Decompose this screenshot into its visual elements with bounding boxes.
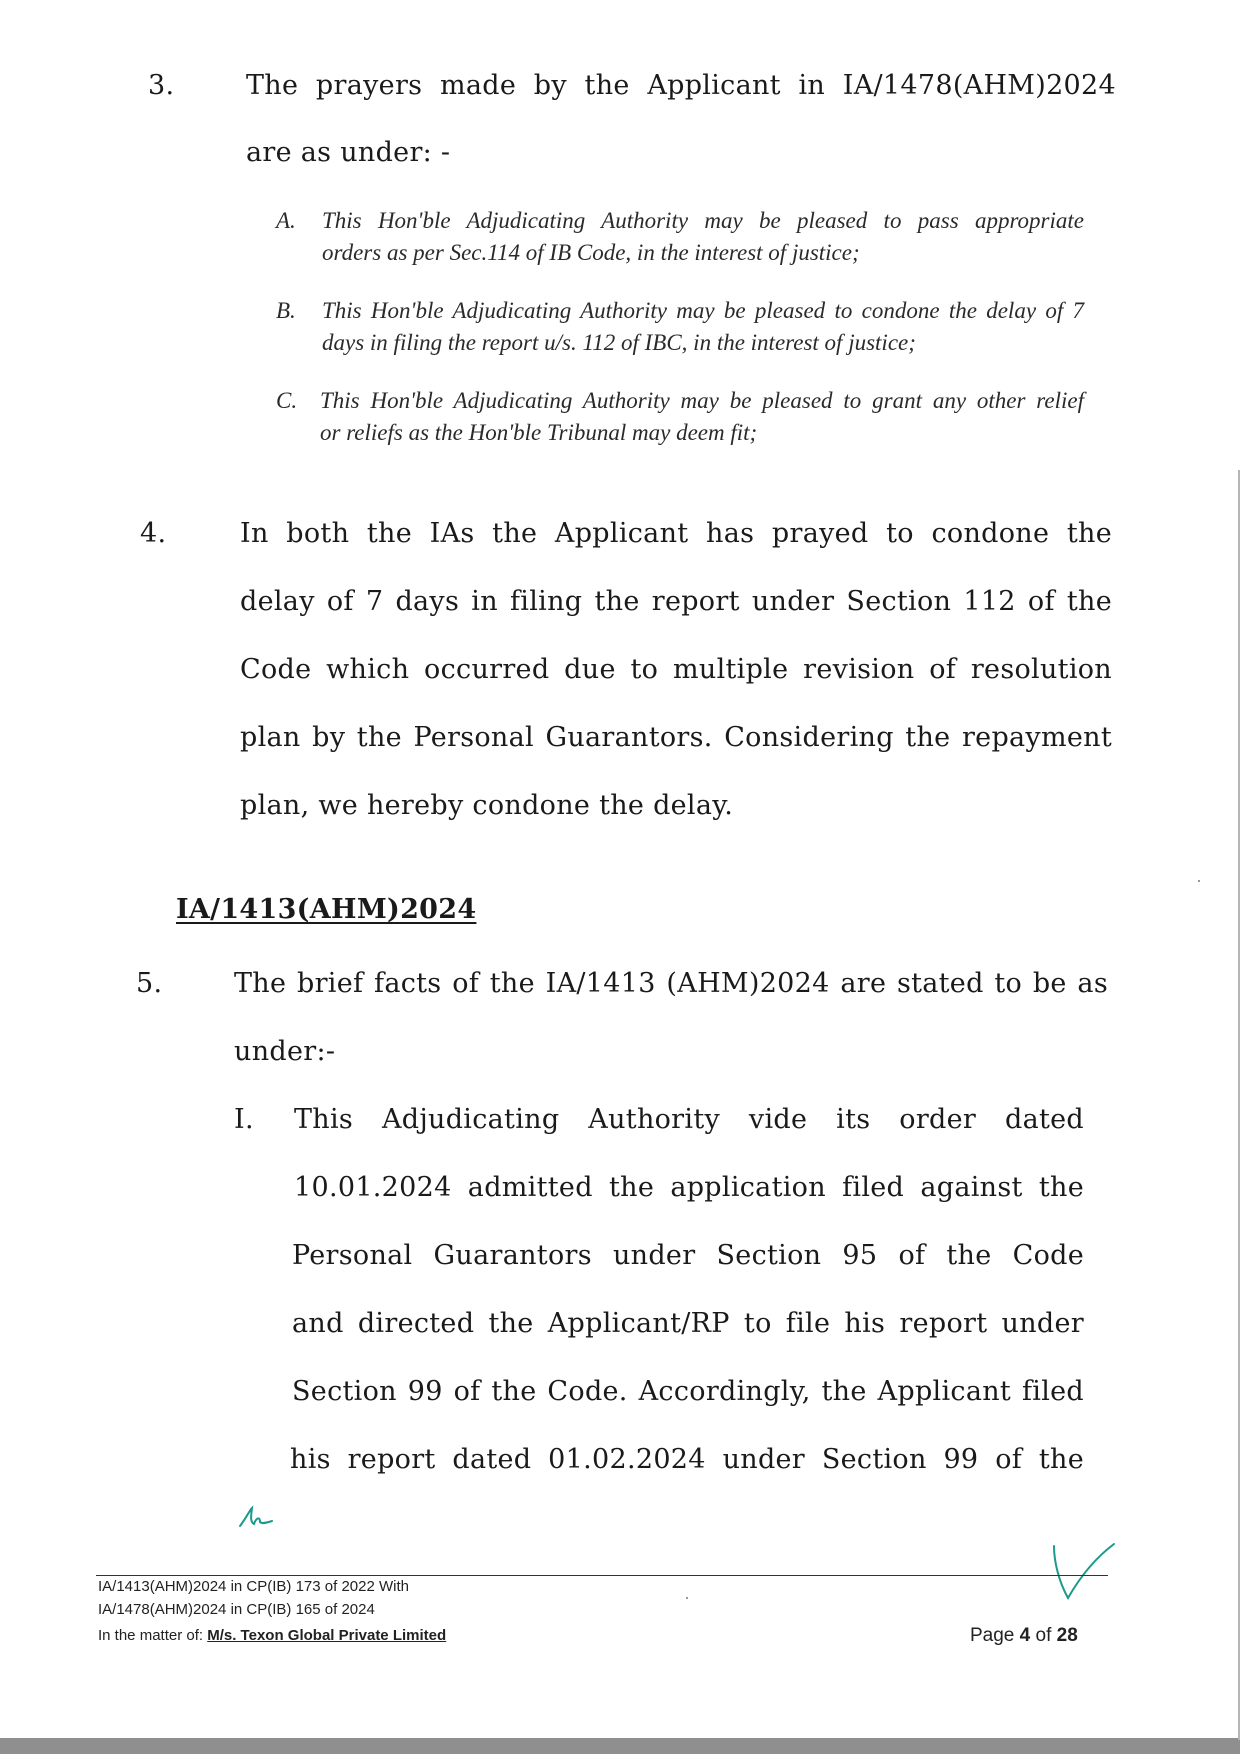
para5-sub-line5: Section 99 of the Code. Accordingly, the Applicant filed	[292, 1376, 1084, 1407]
section-heading: IA/1413(AHM)2024	[176, 894, 477, 925]
page-indicator	[970, 1625, 1078, 1647]
initials-mark	[236, 1504, 280, 1532]
para4-line4: plan by the Personal Guarantors. Considering the repayment	[240, 722, 1112, 753]
para3-line1: The prayers made by the Applicant in IA/1478(AHM)2024	[246, 70, 1116, 101]
prayer-b-label: B.	[276, 298, 296, 323]
prayer-b-line2: days in filing the report u/s. 112 of IBC, in the interest of justice;	[322, 330, 916, 355]
para4-line3: Code which occurred due to multiple revision of resolution	[240, 654, 1112, 685]
scan-speck	[1198, 880, 1200, 882]
para5-line2: under:-	[234, 1036, 336, 1067]
page-prefix: Page	[970, 1625, 1020, 1646]
footer-matter	[98, 1627, 446, 1644]
page-current: 4	[1019, 1625, 1031, 1646]
prayer-c-line1: This Hon'ble Adjudicating Authority may be pleased to grant any other relief	[320, 388, 1084, 413]
para5-sub-line4: and directed the Applicant/RP to file his report under	[292, 1308, 1084, 1339]
para3-line2: are as under: -	[246, 137, 451, 168]
prayer-a-label: A.	[276, 208, 296, 233]
para4-number: 4.	[140, 518, 167, 549]
para3-number: 3.	[148, 70, 175, 101]
prayer-a-line2: orders as per Sec.114 of IB Code, in the interest of justice;	[322, 240, 860, 265]
footer-matter-prefix: In the matter of:	[98, 1627, 208, 1644]
page-total: 28	[1056, 1625, 1078, 1646]
footer-case-line1: IA/1413(AHM)2024 in CP(IB) 173 of 2022 With	[98, 1578, 409, 1595]
signature-tick	[1046, 1540, 1118, 1602]
para4-line5: plan, we hereby condone the delay.	[240, 790, 734, 821]
para5-sub-line6: his report dated 01.02.2024 under Section 99 of the	[290, 1444, 1084, 1475]
footer-divider	[96, 1575, 1108, 1576]
page-mid: of	[1030, 1625, 1057, 1646]
para5-sub-line1: This Adjudicating Authority vide its order dated	[294, 1104, 1084, 1135]
scan-speck	[686, 1597, 688, 1599]
para5-sub-label: I.	[234, 1104, 254, 1135]
para4-line1: In both the IAs the Applicant has prayed to condone the	[240, 518, 1112, 549]
prayer-c-line2: or reliefs as the Hon'ble Tribunal may deem fit;	[320, 420, 758, 445]
footer-matter-name: M/s. Texon Global Private Limited	[207, 1627, 447, 1644]
para5-sub-line2: 10.01.2024 admitted the application filed against the	[294, 1172, 1084, 1203]
prayer-b-line1: This Hon'ble Adjudicating Authority may be pleased to condone the delay of 7	[322, 298, 1084, 323]
para5-line1: The brief facts of the IA/1413 (AHM)2024 are stated to be as	[234, 968, 1108, 999]
para4-line2: delay of 7 days in filing the report under Section 112 of the	[240, 586, 1112, 617]
footer-case-line2: IA/1478(AHM)2024 in CP(IB) 165 of 2024	[98, 1601, 375, 1618]
para5-number: 5.	[136, 968, 163, 999]
scan-bottom-edge	[0, 1738, 1240, 1754]
prayer-c-label: C.	[276, 388, 298, 413]
para5-sub-line3: Personal Guarantors under Section 95 of the Code	[292, 1240, 1084, 1271]
prayer-a-line1: This Hon'ble Adjudicating Authority may be pleased to pass appropriate	[322, 208, 1084, 233]
